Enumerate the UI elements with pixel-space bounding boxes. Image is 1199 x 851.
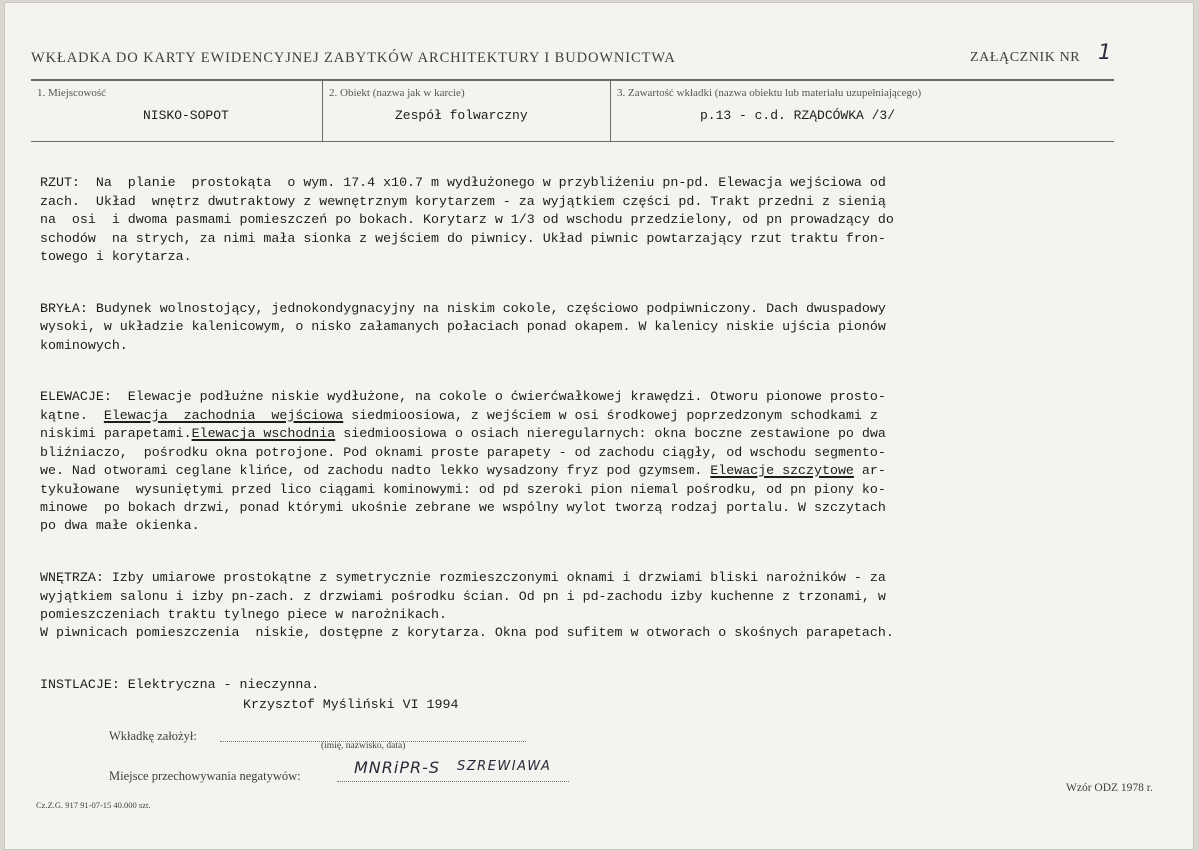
form-title: WKŁADKA DO KARTY EWIDENCYJNEJ ZABYTKÓW ARCHITEKTURY I BUDOWNICTWA <box>31 50 676 66</box>
text-line: schodów na strych, za nimi mała sionka z wejściem do piwnicy. Układ piwnic powtarzający rzut traktu fron- <box>40 230 886 246</box>
field-boxes <box>31 81 1114 142</box>
negatives-value-2: SZREWIAWA <box>457 759 552 774</box>
pattern-info: Wzór ODZ 1978 r. <box>1066 782 1153 794</box>
content-label: 3. Zawartość wkładki (nazwa obiektu lub materiału uzupełniającego) <box>617 87 922 99</box>
text-line <box>40 462 1120 480</box>
text-line <box>40 407 1120 425</box>
text-line: minowe po bokach drzwi, ponad którymi ukośnie zebrane we wspólny wylot tworzą rodzaj portalu. W szczytach <box>40 499 886 515</box>
text-line: ELEWACJE: Elewacje podłużne niskie wydłużone, na cokole o ćwierćwałkowej krawędzi. Otworu pionowe prosto- <box>40 389 886 405</box>
text-line: wysoki, w układzie kalenicowym, o nisko załamanych połaciach ponad okapem. W kalenicy niskie ujścia pionów <box>40 319 886 335</box>
underlined-heading: Elewacja zachodnia wejściowa <box>103 407 344 423</box>
underlined-heading: Elewacje szczytowe <box>710 463 854 479</box>
text-span: siedmioosiowa o osiach nieregularnych: okna boczne zestawione po dwa <box>335 426 886 442</box>
text-span: kątne. <box>40 407 104 423</box>
attachment-number: 1 <box>1098 40 1112 64</box>
negatives-value-1: MNRiPR-S <box>354 758 441 777</box>
insert-by-label: Wkładkę założył: <box>109 729 197 743</box>
text-line: BRYŁA: Budynek wolnostojący, jednokondygnacyjny na niskim cokole, częściowo podpiwniczony. Dach dwuspadowy <box>40 300 886 316</box>
locality-box <box>31 81 322 141</box>
text-span: we. Nad otworami ceglane klińce, od zachodu nadto lekko wysadzony fryz pod gzymsem. <box>40 463 711 479</box>
text-line: tykułowane wysuniętymi przed lico ciągami kominowymi: od pd szeroki pion niemal pośrodku, od pn piony ko- <box>40 481 886 497</box>
text-line: zach. Układ wnętrz dwutraktowy z wewnętrznym korytarzem - za wyjątkiem części pd. Trakt przedni z sienią <box>40 193 886 209</box>
section-bryla <box>40 300 1120 355</box>
locality-value: NISKO-SOPOT <box>143 108 229 123</box>
content-box <box>610 81 1115 141</box>
attachment-label: ZAŁĄCZNIK NR <box>970 50 1081 65</box>
text-line: wyjątkiem salonu i izby pn-zach. z drzwiami pośrodku ścian. Od pn i pd-zachodu izby kuchenne z trzonami, w <box>40 588 886 604</box>
text-line: W piwnicach pomieszczenia niskie, dostępne z korytarza. Okna pod sufitem w otworach o skośnych parapetach. <box>40 625 894 641</box>
insert-by-hint: (imię, nazwisko, data) <box>321 741 406 751</box>
text-line: WNĘTRZA: Izby umiarowe prostokątne z symetrycznie rozmieszczonymi oknami i drzwiami bliski narożników - za <box>40 570 886 586</box>
text-span: siedmioosiowa, z wejściem w osi środkowej poprzedzonym schodkami z <box>343 407 878 423</box>
section-rzut <box>40 174 1120 266</box>
negatives-label: Miejsce przechowywania negatywów: <box>109 769 301 783</box>
text-line <box>40 425 1120 443</box>
object-value: Zespół folwarczny <box>395 108 528 123</box>
text-line: INSTLACJE: Elektryczna - nieczynna. <box>40 677 320 693</box>
underlined-heading: Elewacja wschodnia <box>191 426 336 442</box>
text-line: na osi i dwoma pasmami pomieszczeń po bokach. Korytarz w 1/3 od wschodu przedzielony, od pn prowadzący do <box>40 212 894 228</box>
print-info: Cz.Z.G. 917 91-07-15 40.000 szt. <box>36 800 151 810</box>
text-line: po dwa małe okienka. <box>40 518 200 534</box>
text-line: kominowych. <box>40 337 128 353</box>
section-elewacje <box>40 388 1120 535</box>
object-box <box>322 81 611 141</box>
text-line: RZUT: Na planie prostokąta o wym. 17.4 x10.7 m wydłużonego w przybliżeniu pn-pd. Elewacja wejściowa od <box>40 175 886 191</box>
author-line: Krzysztof Myśliński VI 1994 <box>243 697 459 712</box>
section-instalacje <box>40 676 1120 694</box>
locality-label: 1. Miejscowość <box>37 87 107 99</box>
section-wnetrza <box>40 569 1120 643</box>
text-span: niskimi parapetami. <box>40 426 192 442</box>
object-label: 2. Obiekt (nazwa jak w karcie) <box>329 87 465 99</box>
description-text <box>40 156 1120 728</box>
text-line: bliźniaczo, pośrodku okna potrojone. Pod oknami proste parapety - od zachodu ciągły, od wschodu segmento- <box>40 444 886 460</box>
content-value: p.13 - c.d. RZĄDCÓWKA /3/ <box>700 108 896 123</box>
negatives-line <box>337 781 569 782</box>
text-line: towego i korytarza. <box>40 249 192 265</box>
text-span: ar- <box>853 463 886 479</box>
text-line: pomieszczeniach traktu tylnego piece w narożnikach. <box>40 606 447 622</box>
